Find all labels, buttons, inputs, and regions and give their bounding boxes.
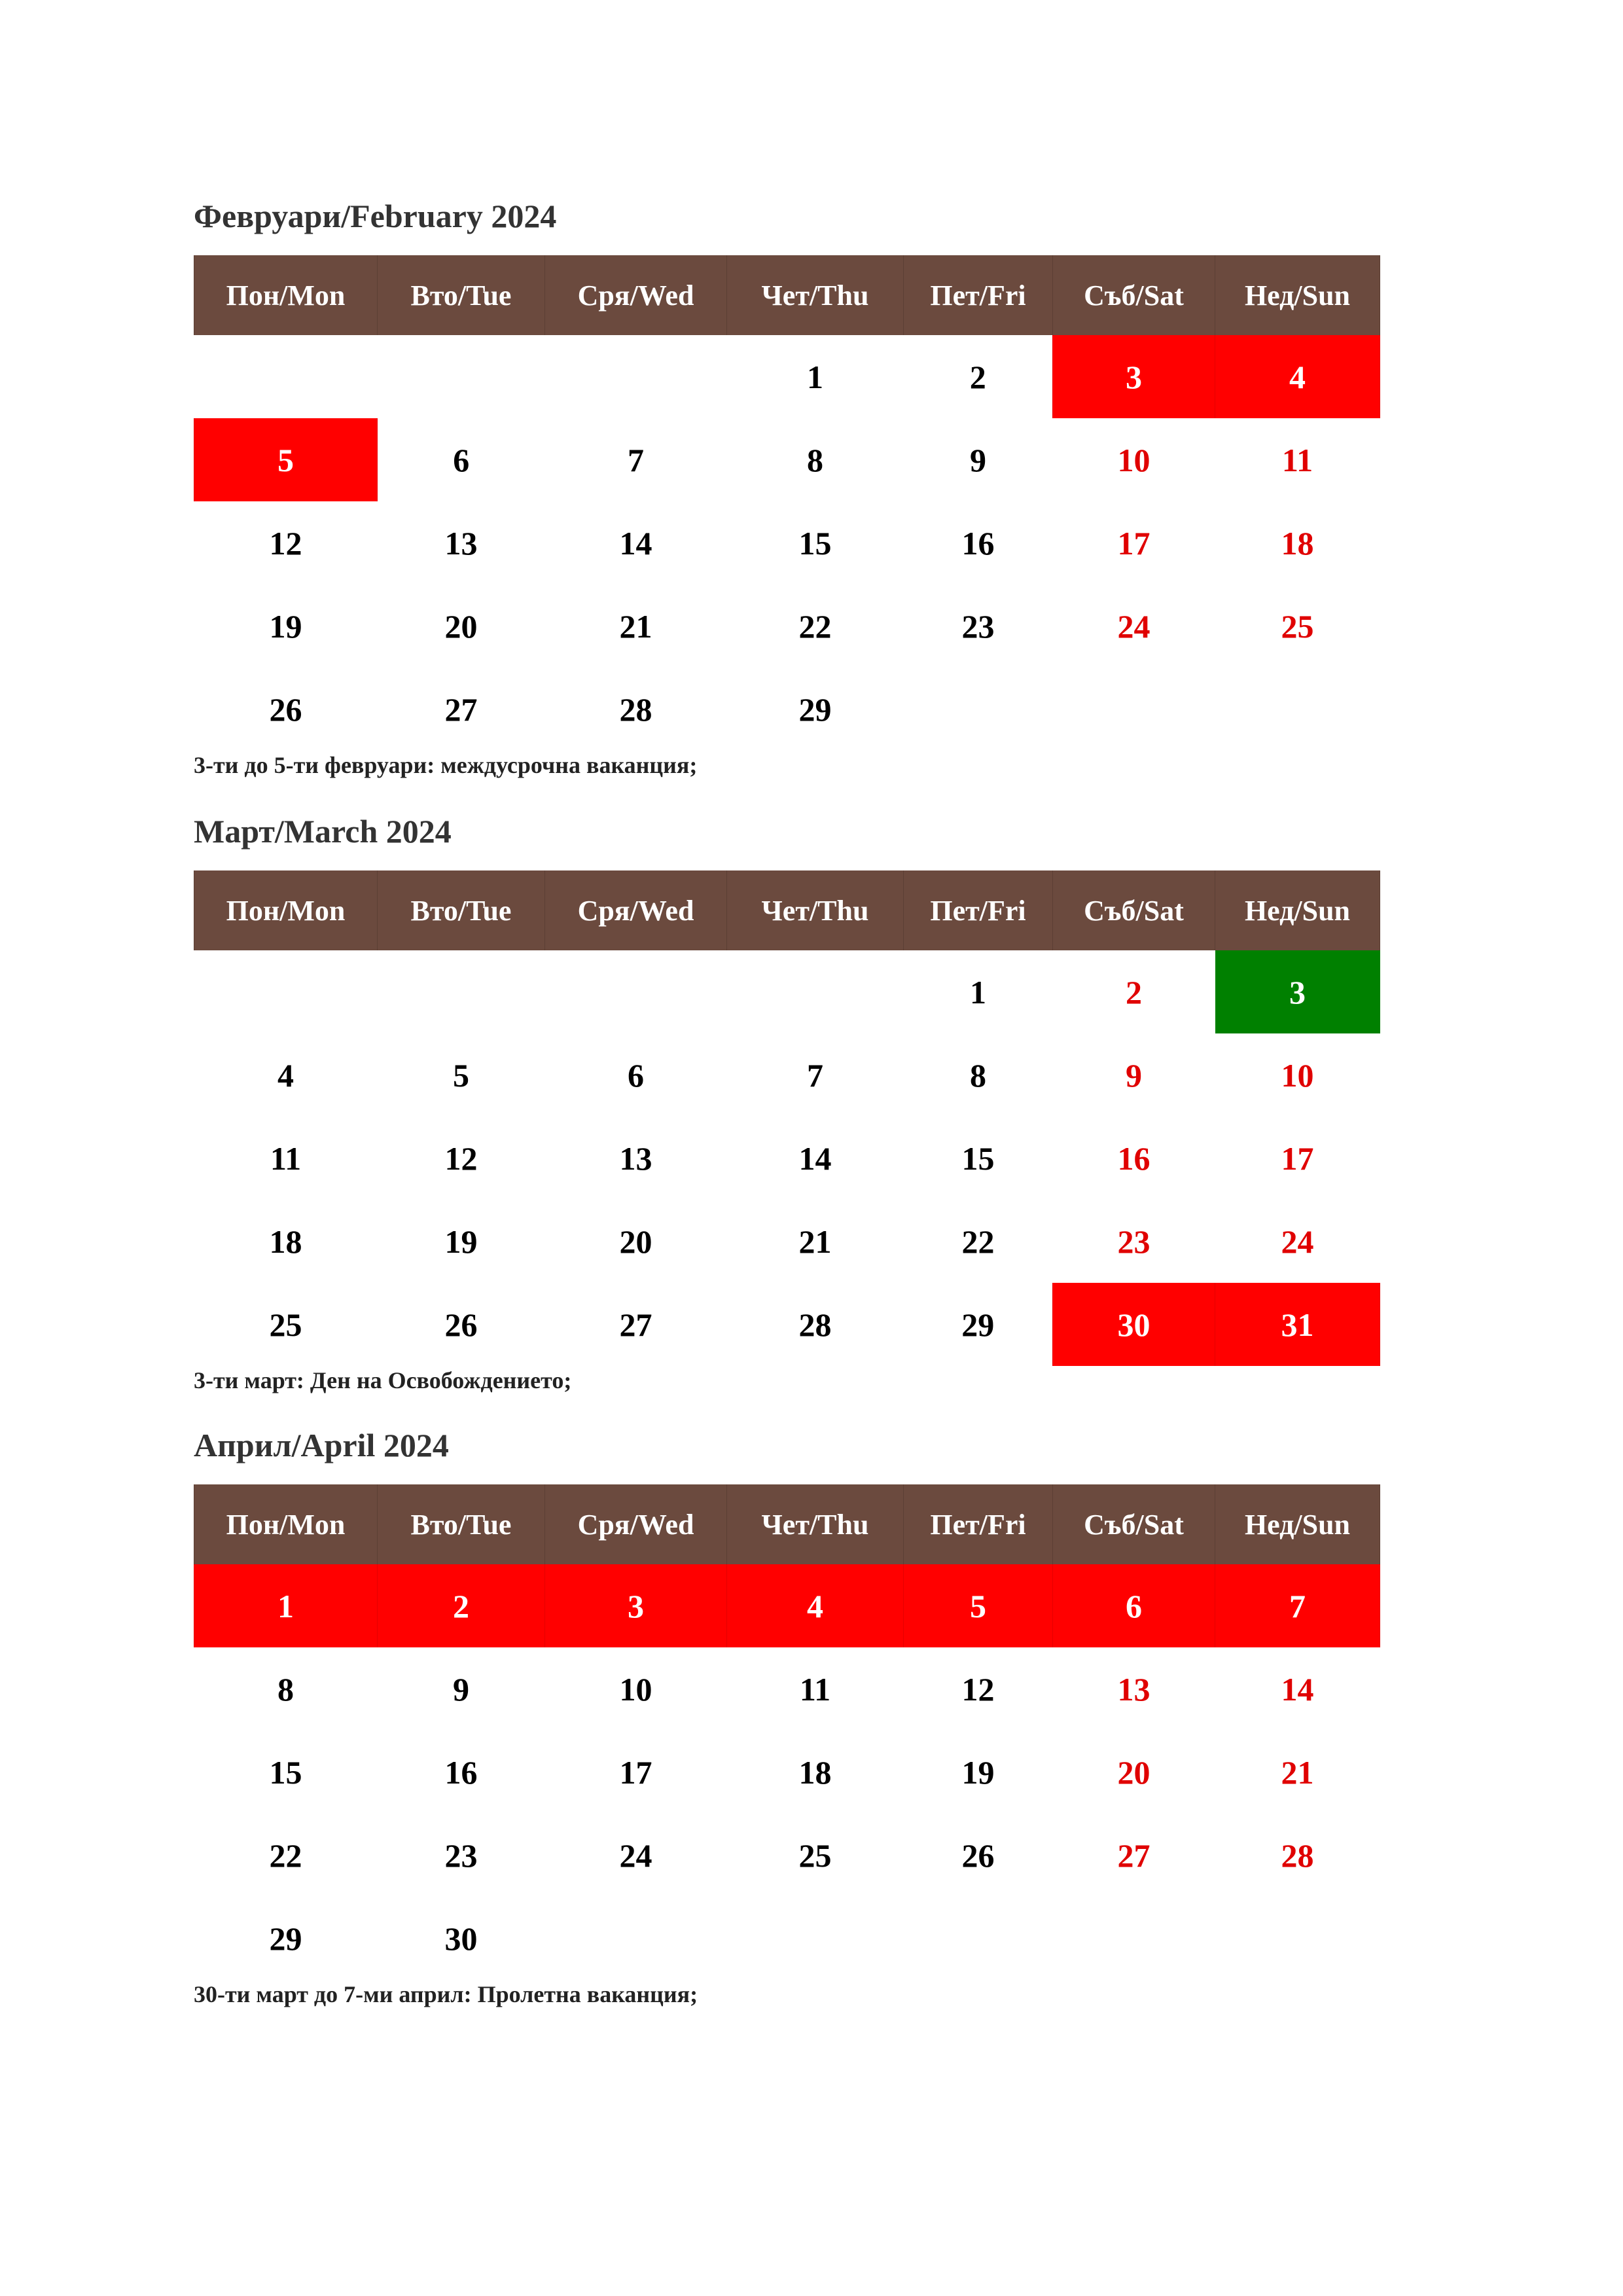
week-row [194,1283,1380,1366]
holiday-cell: 4 [727,1564,904,1647]
week-row [194,950,1380,1033]
day-cell: 1 [807,358,823,395]
weekend-cell: 23 [1117,1223,1150,1260]
day-cell: 12 [269,524,302,562]
weekend-cell: 18 [1281,524,1314,562]
day-cell: 29 [961,1306,995,1343]
day-cell: 20 [444,607,478,645]
weekend-cell: 24 [1117,607,1150,645]
calendar-table [194,1484,1380,1980]
day-cell: 26 [961,1837,995,1874]
day-cell: 14 [798,1139,832,1177]
day-cell: 14 [619,524,652,562]
week-row [194,1564,1380,1647]
weekday-header: Сря/Wed [545,255,727,335]
holiday-cell: 4 [1215,335,1380,418]
weekend-cell: 2 [1126,973,1142,1011]
holiday-cell: 31 [1215,1283,1380,1366]
day-cell [904,668,1053,751]
day-cell: 16 [444,1753,478,1791]
day-cell: 19 [444,1223,478,1260]
holiday-cell: 30 [1053,1283,1215,1366]
day-cell [727,950,904,1033]
weekend-cell: 17 [1281,1139,1314,1177]
day-cell: 17 [619,1753,652,1791]
day-cell: 28 [798,1306,832,1343]
day-cell: 22 [961,1223,995,1260]
holiday-cell: 5 [904,1564,1053,1647]
day-cell: 6 [453,441,470,478]
day-cell: 25 [798,1837,832,1874]
day-cell: 2 [969,358,986,395]
day-cell: 23 [961,607,995,645]
day-cell: 8 [807,441,823,478]
holiday-cell: 6 [1053,1564,1215,1647]
holiday-cell: 3 [545,1564,727,1647]
calendar-table [194,255,1380,751]
day-cell: 8 [277,1670,294,1708]
week-row [194,1731,1380,1814]
day-cell: 23 [444,1837,478,1874]
week-row [194,1814,1380,1897]
day-cell: 27 [619,1306,652,1343]
month-february [194,196,1380,780]
month-april [194,1426,1380,2009]
day-cell: 16 [961,524,995,562]
weekday-header: Пет/Fri [904,1484,1053,1564]
weekday-header: Нед/Sun [1215,255,1380,335]
weekday-header-row [194,870,1380,950]
day-cell: 26 [269,691,302,728]
weekend-cell: 20 [1117,1753,1150,1791]
weekend-cell: 16 [1117,1139,1150,1177]
weekend-cell: 13 [1117,1670,1150,1708]
weekend-cell [1053,668,1215,751]
weekday-header: Вто/Tue [378,1484,545,1564]
day-cell: 18 [269,1223,302,1260]
day-cell: 8 [970,1056,986,1094]
day-cell: 7 [628,441,644,478]
day-cell: 15 [798,524,832,562]
day-cell: 1 [970,973,986,1011]
weekend-cell: 10 [1281,1056,1314,1094]
day-cell: 10 [619,1670,652,1708]
day-cell: 26 [444,1306,478,1343]
day-cell: 19 [961,1753,995,1791]
holiday-cell: 5 [194,418,378,501]
weekend-cell: 28 [1281,1837,1314,1874]
day-cell: 12 [444,1139,478,1177]
day-cell: 11 [799,1670,831,1708]
weekend-cell: 21 [1281,1753,1314,1791]
weekday-header-row [194,255,1380,335]
weekday-header: Пон/Mon [194,1484,378,1564]
week-row [194,1117,1380,1200]
weekday-header: Сря/Wed [545,1484,727,1564]
holiday-cell: 7 [1215,1564,1380,1647]
weekend-cell [1215,668,1380,751]
day-cell: 15 [269,1753,302,1791]
day-cell: 18 [798,1753,832,1791]
month-note: 3-ти до 5-ти февруари: междусрочна ваканция; [194,752,698,778]
weekday-header: Пон/Mon [194,870,378,950]
week-row [194,1897,1380,1980]
day-cell: 25 [269,1306,302,1343]
day-cell: 6 [628,1056,644,1094]
weekend-cell: 10 [1117,441,1150,478]
month-march [194,812,1380,1395]
day-cell: 21 [798,1223,832,1260]
day-cell [378,950,545,1033]
month-note: 3-ти март: Ден на Освобождението; [194,1367,572,1393]
day-cell [194,335,378,418]
weekday-header: Пон/Mon [194,255,378,335]
weekday-header: Пет/Fri [904,870,1053,950]
day-cell: 27 [444,691,478,728]
weekday-header: Чет/Thu [727,870,904,950]
day-cell: 19 [269,607,302,645]
weekend-cell: 25 [1281,607,1314,645]
day-cell: 13 [444,524,478,562]
weekend-cell: 11 [1281,441,1313,478]
holiday-cell: 2 [378,1564,545,1647]
weekday-header: Вто/Tue [378,255,545,335]
month-note: 30-ти март до 7-ми април: Пролетна ваканция; [194,1981,698,2007]
weekday-header: Вто/Tue [378,870,545,950]
day-cell: 4 [277,1056,294,1094]
weekend-cell: 14 [1281,1670,1314,1708]
day-cell: 13 [619,1139,652,1177]
day-cell: 5 [453,1056,469,1094]
week-row [194,418,1380,501]
week-row [194,1200,1380,1283]
weekend-cell: 17 [1117,524,1150,562]
day-cell [727,1897,904,1980]
holiday-cell: 1 [194,1564,378,1647]
week-row [194,584,1380,668]
calendar-table [194,870,1380,1366]
day-cell: 24 [619,1837,652,1874]
weekday-header: Чет/Thu [727,255,904,335]
week-row [194,501,1380,584]
day-cell: 22 [798,607,832,645]
week-row [194,1647,1380,1731]
weekday-header-row [194,1484,1380,1564]
weekend-cell [1053,1897,1215,1980]
day-cell [545,1897,727,1980]
day-cell: 29 [798,691,832,728]
day-cell [378,335,545,418]
day-cell: 11 [270,1139,302,1177]
day-cell: 7 [807,1056,823,1094]
month-title: Март/March 2024 [194,813,452,850]
weekend-cell: 27 [1117,1837,1150,1874]
weekend-cell: 24 [1281,1223,1314,1260]
day-cell: 22 [269,1837,302,1874]
weekend-cell [1215,1897,1380,1980]
week-row [194,1033,1380,1117]
weekday-header: Нед/Sun [1215,1484,1380,1564]
day-cell [904,1897,1053,1980]
day-cell: 28 [619,691,652,728]
day-cell: 21 [619,607,652,645]
weekday-header: Чет/Thu [727,1484,904,1564]
day-cell [545,950,727,1033]
week-row [194,335,1380,418]
day-cell: 12 [961,1670,995,1708]
day-cell: 30 [444,1920,478,1957]
weekday-header: Сря/Wed [545,870,727,950]
weekday-header: Пет/Fri [904,255,1053,335]
national-holiday-cell: 3 [1215,950,1380,1033]
day-cell: 29 [269,1920,302,1957]
weekday-header: Съб/Sat [1053,255,1215,335]
month-title: Февруари/February 2024 [194,198,557,234]
weekday-header: Нед/Sun [1215,870,1380,950]
day-cell: 15 [961,1139,995,1177]
weekend-cell: 9 [1126,1056,1142,1094]
day-cell [194,950,378,1033]
day-cell: 9 [970,441,986,478]
day-cell: 20 [619,1223,652,1260]
day-cell [545,335,727,418]
month-title: Април/April 2024 [194,1427,449,1463]
day-cell: 9 [453,1670,469,1708]
week-row [194,668,1380,751]
holiday-cell: 3 [1053,335,1215,418]
weekday-header: Съб/Sat [1053,1484,1215,1564]
weekday-header: Съб/Sat [1053,870,1215,950]
